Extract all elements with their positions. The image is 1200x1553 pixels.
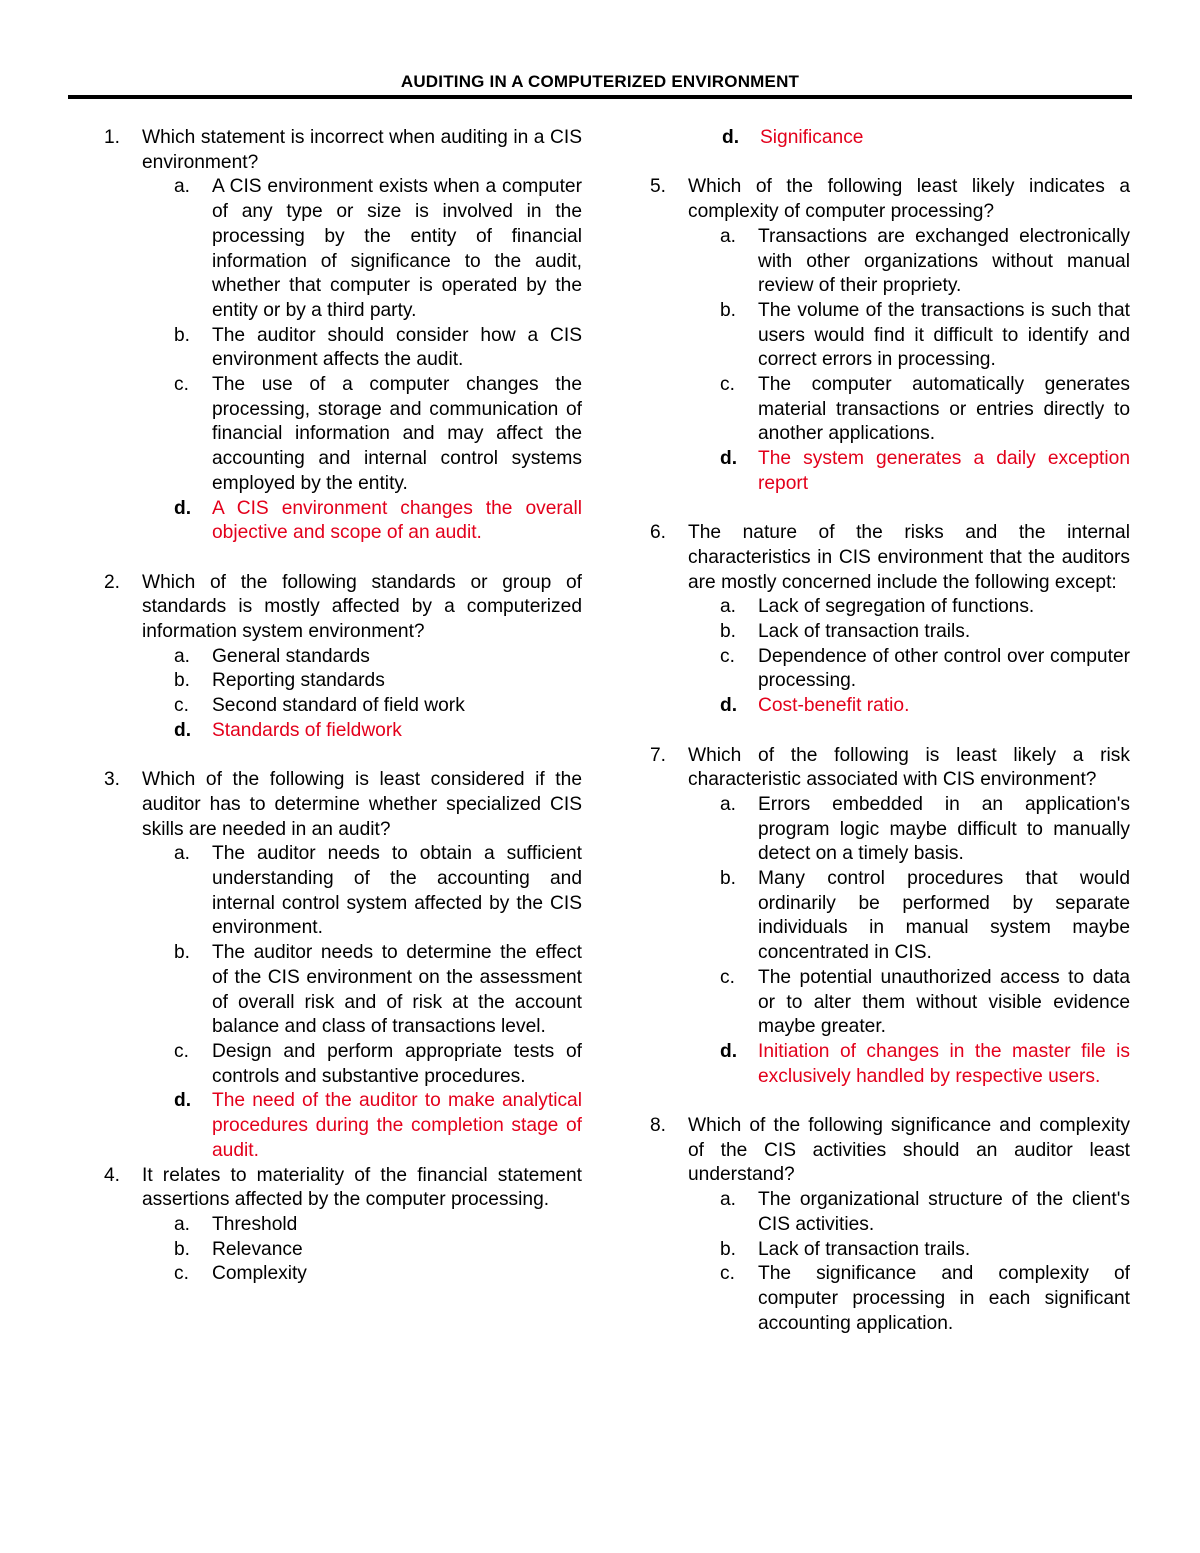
option-text: Transactions are exchanged electronically with other organizations without manual review of their propriety. — [758, 225, 1130, 297]
option-letter: a. — [720, 1189, 737, 1211]
options-list — [142, 842, 582, 1163]
question-text: Which statement is incorrect when auditing in a CIS environment? — [142, 127, 582, 173]
option-text: Relevance — [212, 1238, 303, 1260]
option-letter: d. — [720, 1040, 738, 1062]
option-letter: a. — [720, 793, 737, 815]
option-letter: c. — [720, 645, 735, 667]
question-1 — [104, 126, 582, 546]
option-letter: a. — [720, 596, 737, 618]
option-text: Second standard of field work — [212, 695, 465, 717]
options-list — [650, 126, 1130, 151]
question-text: Which of the following is least considered if the auditor has to determine whether specialized CIS skills are needed in an audit? — [142, 769, 582, 840]
option-a — [142, 1213, 582, 1238]
option-b — [142, 1238, 582, 1263]
question-number: 1. — [104, 127, 121, 148]
option-text: The system generates a daily exception report — [758, 448, 1130, 494]
right-column — [650, 126, 1130, 1336]
option-text: Complexity — [212, 1263, 307, 1285]
option-letter: a. — [720, 225, 737, 247]
option-text: The use of a computer changes the processing, storage and communication of financial information and may affect the accounting and internal control systems employed by the entity. — [212, 374, 582, 494]
option-letter: d. — [720, 695, 738, 717]
question-4-continued — [650, 126, 1130, 151]
option-text: Lack of transaction trails. — [758, 621, 971, 643]
option-c — [688, 966, 1130, 1040]
option-text: The auditor should consider how a CIS environment affects the audit. — [212, 324, 582, 371]
options-list — [688, 793, 1130, 1089]
option-d-correct-answer — [650, 126, 1130, 151]
option-text: Lack of segregation of functions. — [758, 596, 1035, 618]
option-letter: b. — [174, 670, 191, 692]
option-a — [142, 842, 582, 941]
question-6 — [650, 521, 1130, 719]
question-number: 6. — [650, 522, 667, 544]
option-d-correct-answer — [688, 1040, 1130, 1089]
option-text: The significance and complexity of computer processing in each significant accounting application. — [758, 1263, 1130, 1334]
option-letter: c. — [720, 374, 735, 396]
question-number: 7. — [650, 744, 667, 766]
option-c — [142, 694, 582, 719]
question-text: Which of the following significance and complexity of the CIS activities should an auditor least understand? — [688, 1115, 1130, 1186]
option-text: Standards of fieldwork — [212, 719, 402, 741]
page-title: AUDITING IN A COMPUTERIZED ENVIRONMENT — [400, 72, 800, 91]
options-list — [142, 175, 582, 546]
option-letter: b. — [174, 942, 191, 964]
options-list — [142, 645, 582, 744]
option-text: A CIS environment exists when a computer of any type or size is involved in the processing by the entity of financial information of significance to the audit, whether that computer is operated by the entity or by a third party. — [212, 176, 582, 321]
question-text: Which of the following is least likely a risk characteristic associated with CIS environment? — [688, 744, 1130, 791]
option-a — [688, 595, 1130, 620]
option-b — [688, 620, 1130, 645]
options-list — [142, 1213, 582, 1287]
option-b — [142, 324, 582, 373]
question-number: 8. — [650, 1115, 667, 1137]
question-text: It relates to materiality of the financial statement assertions affected by the computer processing. — [142, 1164, 582, 1211]
option-a — [142, 175, 582, 323]
option-text: General standards — [212, 645, 370, 667]
option-letter: b. — [174, 324, 191, 346]
option-letter: a. — [174, 645, 191, 667]
question-text: Which of the following least likely indicates a complexity of computer processing? — [688, 176, 1130, 223]
option-letter: d. — [722, 127, 740, 148]
option-text: Significance — [760, 127, 864, 148]
option-letter: c. — [174, 695, 189, 717]
option-b — [142, 669, 582, 694]
option-letter: b. — [720, 621, 737, 643]
option-c — [688, 1262, 1130, 1336]
option-letter: c. — [174, 1263, 189, 1285]
question-4 — [104, 1164, 582, 1288]
option-letter: d. — [720, 448, 738, 470]
option-c — [142, 1040, 582, 1089]
option-text: The need of the auditor to make analytical procedures during the completion stage of audit. — [212, 1090, 582, 1161]
option-letter: b. — [174, 1238, 191, 1260]
question-number: 4. — [104, 1164, 121, 1186]
question-7 — [650, 744, 1130, 1090]
option-c — [688, 645, 1130, 694]
option-a — [688, 793, 1130, 867]
option-a — [688, 225, 1130, 299]
option-text: The organizational structure of the client's CIS activities. — [758, 1189, 1130, 1235]
option-letter: b. — [720, 299, 737, 321]
options-list — [688, 595, 1130, 719]
option-letter: d. — [174, 1090, 192, 1112]
option-text: Cost-benefit ratio. — [758, 695, 910, 717]
question-3 — [104, 768, 582, 1163]
option-letter: c. — [720, 966, 735, 988]
left-column — [104, 126, 582, 1287]
option-text: The potential unauthorized access to data or to alter them without visible evidence maybe greater. — [758, 966, 1130, 1038]
option-letter: d. — [174, 497, 192, 519]
option-text: Lack of transaction trails. — [758, 1238, 971, 1260]
option-letter: a. — [174, 1213, 191, 1235]
options-list — [688, 1188, 1130, 1336]
question-number: 3. — [104, 769, 121, 791]
option-letter: c. — [720, 1263, 735, 1285]
option-letter: d. — [174, 719, 192, 741]
title-rule — [68, 95, 1132, 99]
question-8 — [650, 1114, 1130, 1336]
option-letter: b. — [720, 868, 737, 890]
option-d-correct-answer — [142, 1089, 582, 1163]
option-c — [688, 373, 1130, 447]
option-b — [688, 1238, 1130, 1263]
option-letter: c. — [174, 374, 189, 396]
option-text: The auditor needs to determine the effect of the CIS environment on the assessment of overall risk and of risk at the account balance and class of transactions level. — [212, 942, 582, 1038]
option-d-correct-answer — [688, 447, 1130, 496]
option-text: Reporting standards — [212, 670, 385, 692]
option-text: Many control procedures that would ordinarily be performed by separate individuals in manual system maybe concentrated in CIS. — [758, 868, 1130, 964]
option-text: Dependence of other control over computer processing. — [758, 645, 1130, 692]
option-text: The computer automatically generates material transactions or entries directly to another applications. — [758, 374, 1130, 445]
question-5 — [650, 175, 1130, 496]
option-text: The auditor needs to obtain a sufficient understanding of the accounting and internal control system affected by the CIS environment. — [212, 843, 582, 939]
option-c — [142, 1262, 582, 1287]
option-text: The volume of the transactions is such that users would find it difficult to identify and correct errors in processing. — [758, 299, 1130, 371]
option-c — [142, 373, 582, 497]
option-a — [142, 645, 582, 670]
question-text: The nature of the risks and the internal characteristics in CIS environment that the auditors are mostly concerned include the following except: — [688, 522, 1130, 593]
option-letter: a. — [174, 176, 191, 198]
option-letter: b. — [720, 1238, 737, 1260]
question-2 — [104, 571, 582, 744]
option-d-correct-answer — [142, 719, 582, 744]
option-b — [142, 941, 582, 1040]
option-text: Errors embedded in an application's program logic maybe difficult to manually detect on a timely basis. — [758, 793, 1130, 865]
option-d-correct-answer — [142, 497, 582, 546]
option-letter: a. — [174, 843, 191, 865]
question-text: Which of the following standards or group of standards is mostly affected by a computerized information system environment? — [142, 571, 582, 643]
options-list — [688, 225, 1130, 497]
option-text: A CIS environment changes the overall objective and scope of an audit. — [212, 497, 582, 544]
option-letter: c. — [174, 1040, 189, 1062]
option-text: Design and perform appropriate tests of controls and substantive procedures. — [212, 1040, 582, 1087]
option-d-correct-answer — [688, 694, 1130, 719]
question-number: 5. — [650, 176, 667, 198]
option-text: Initiation of changes in the master file is exclusively handled by respective users. — [758, 1040, 1130, 1087]
option-a — [688, 1188, 1130, 1237]
option-b — [688, 299, 1130, 373]
option-text: Threshold — [212, 1213, 298, 1235]
option-b — [688, 867, 1130, 966]
question-number: 2. — [104, 571, 121, 593]
